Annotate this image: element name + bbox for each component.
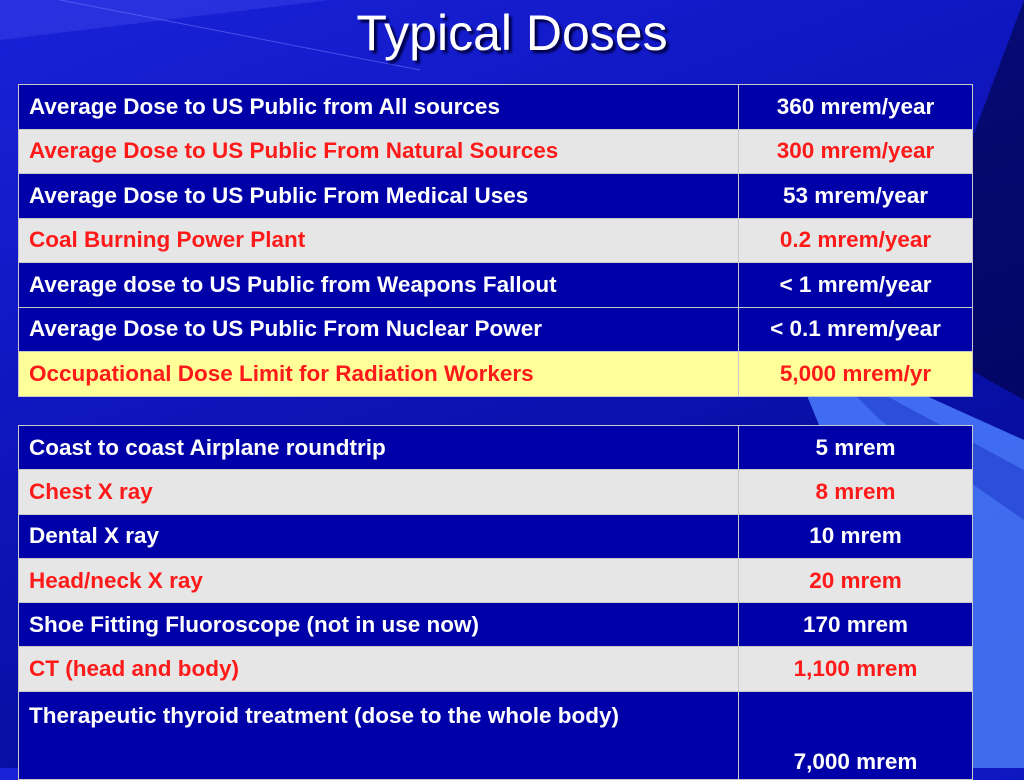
dose-source-label: Chest X ray bbox=[19, 470, 739, 514]
dose-source-label: Average Dose to US Public From Nuclear Power bbox=[19, 307, 739, 352]
dose-source-label: Average dose to US Public from Weapons Fallout bbox=[19, 263, 739, 308]
dose-source-label: Coast to coast Airplane roundtrip bbox=[19, 426, 739, 470]
typical-doses-table bbox=[18, 84, 973, 397]
page-title: Typical Doses bbox=[356, 5, 668, 61]
table-row bbox=[19, 691, 973, 779]
table-row bbox=[19, 558, 973, 602]
table-row bbox=[19, 129, 973, 174]
dose-source-label: Average Dose to US Public From Medical Uses bbox=[19, 174, 739, 219]
dose-value: < 1 mrem/year bbox=[739, 263, 973, 308]
dose-value: 8 mrem bbox=[739, 470, 973, 514]
dose-source-label bbox=[19, 691, 739, 779]
table-row bbox=[19, 514, 973, 558]
dose-value: 7,000 mrem bbox=[739, 691, 973, 779]
dose-source-text: Therapeutic thyroid treatment (dose to the whole body) bbox=[29, 702, 620, 728]
table-row bbox=[19, 263, 973, 308]
dose-value: 300 mrem/year bbox=[739, 129, 973, 174]
dose-value: 20 mrem bbox=[739, 558, 973, 602]
dose-value: 5,000 mrem/yr bbox=[739, 352, 973, 397]
table-row bbox=[19, 426, 973, 470]
dose-source-label: Occupational Dose Limit for Radiation Workers bbox=[19, 352, 739, 397]
dose-value: 170 mrem bbox=[739, 603, 973, 647]
dose-value: 10 mrem bbox=[739, 514, 973, 558]
dose-value: 0.2 mrem/year bbox=[739, 218, 973, 263]
dose-source-label: Coal Burning Power Plant bbox=[19, 218, 739, 263]
table-row bbox=[19, 174, 973, 219]
dose-source-label: CT (head and body) bbox=[19, 647, 739, 691]
dose-value: < 0.1 mrem/year bbox=[739, 307, 973, 352]
dose-value: 5 mrem bbox=[739, 426, 973, 470]
table-row bbox=[19, 603, 973, 647]
dose-value: 1,100 mrem bbox=[739, 647, 973, 691]
dose-source-label: Shoe Fitting Fluoroscope (not in use now) bbox=[19, 603, 739, 647]
dose-source-label: Average Dose to US Public from All sources bbox=[19, 85, 739, 130]
dose-source-label: Dental X ray bbox=[19, 514, 739, 558]
dose-value: 53 mrem/year bbox=[739, 174, 973, 219]
procedure-doses-table bbox=[18, 425, 973, 780]
table-row bbox=[19, 307, 973, 352]
table-row bbox=[19, 218, 973, 263]
dose-source-label: Average Dose to US Public From Natural Sources bbox=[19, 129, 739, 174]
table-row bbox=[19, 470, 973, 514]
dose-value: 360 mrem/year bbox=[739, 85, 973, 130]
dose-source-label: Head/neck X ray bbox=[19, 558, 739, 602]
table-row bbox=[19, 85, 973, 130]
table-row-highlighted bbox=[19, 352, 973, 397]
table-row bbox=[19, 647, 973, 691]
